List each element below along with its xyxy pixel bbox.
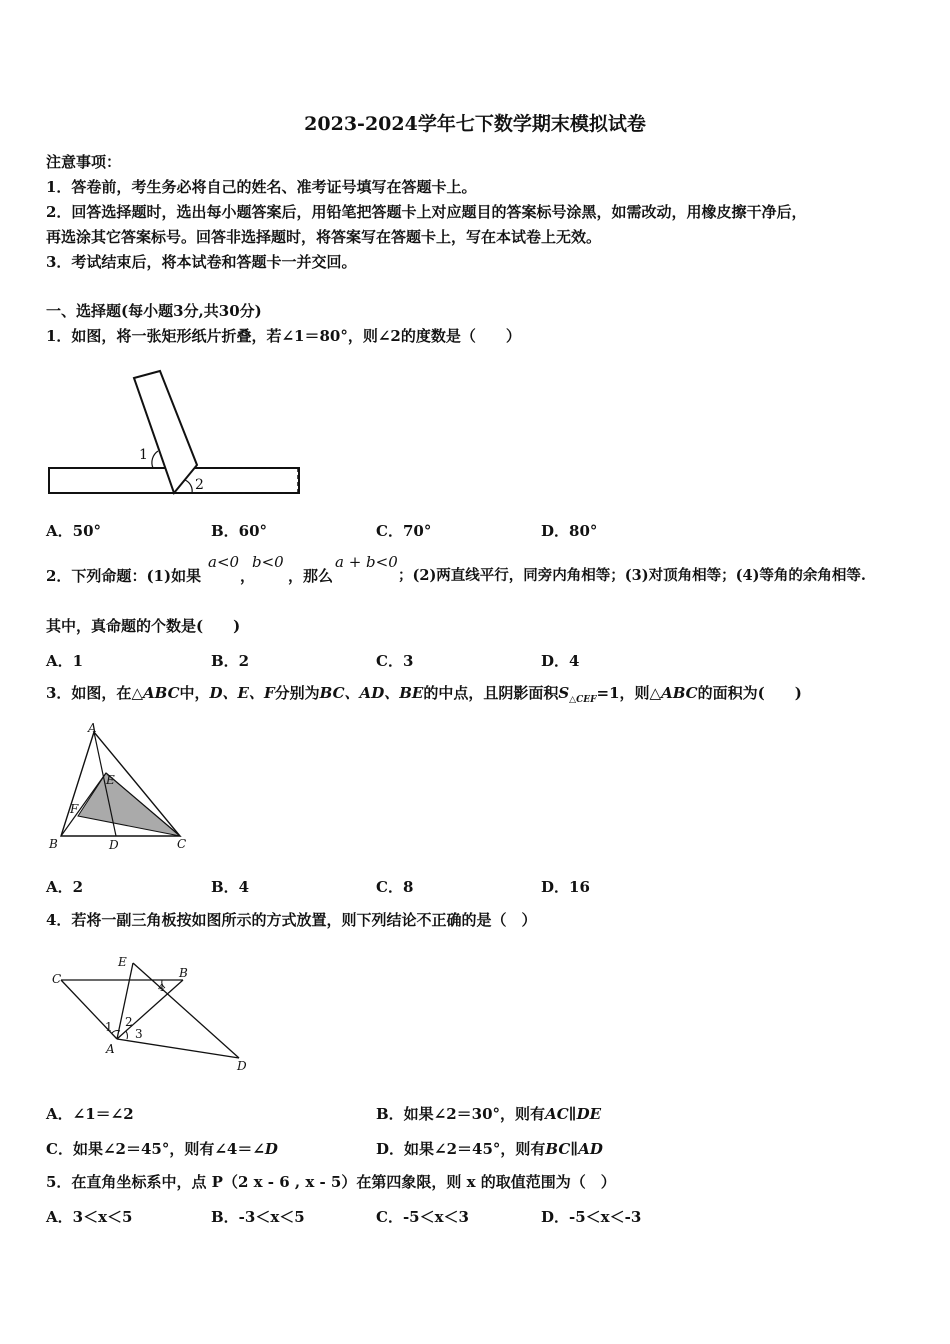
q3-stem: [46, 683, 802, 710]
q4-point-d: D: [237, 1059, 247, 1073]
q4-point-a: A: [106, 1042, 115, 1056]
q3-stem-c: 分别为: [274, 684, 320, 702]
q1-angle-2-label: 2: [195, 477, 204, 493]
q1-angle-1-label: 1: [139, 447, 148, 463]
q5-option-c[interactable]: C．-5＜x＜3: [376, 1208, 469, 1226]
notice-item-2b: 再选涂其它答案标号。回答非选择题时，将答案写在答题卡上，写在本试卷上无效。: [46, 228, 602, 246]
q4-point-b: B: [179, 966, 188, 980]
q4-point-e: E: [118, 955, 127, 969]
notice-item-3: 3．考试结束后，将本试卷和答题卡一并交回。: [46, 253, 357, 271]
q4-option-d[interactable]: [376, 1138, 603, 1159]
q3-sub: △CEF: [569, 695, 597, 705]
q3-point-b: B: [49, 837, 58, 851]
q3-abc: ABC: [142, 684, 180, 702]
q4-point-c: C: [52, 972, 62, 986]
q5-option-d[interactable]: D．-5＜x＜-3: [541, 1208, 642, 1226]
q4-angle-3: 3: [135, 1027, 143, 1041]
q2-math-2: b<0: [252, 553, 284, 571]
q4-angle-2: 2: [125, 1015, 133, 1029]
q4-angle-4: 4: [158, 983, 165, 994]
q4-figure: [44, 948, 264, 1078]
q3-point-a: A: [88, 721, 97, 735]
q4-option-c[interactable]: [46, 1138, 278, 1159]
q3-option-c[interactable]: C．8: [376, 878, 414, 896]
q3-stem-a: 3．如图，在△: [46, 684, 143, 702]
q1-figure: [40, 365, 310, 505]
q4-angle-1: 1: [105, 1020, 113, 1034]
q1-stem: 1．如图，将一张矩形纸片折叠，若∠1＝80°，则∠2的度数是（ ）: [46, 327, 521, 345]
q1-option-a[interactable]: A．50°: [46, 522, 102, 540]
q1-option-c[interactable]: C．70°: [376, 522, 432, 540]
q1-option-d[interactable]: D．80°: [541, 522, 598, 540]
q2-math-1: a<0: [208, 553, 240, 571]
q2-stem-2: 其中，真命题的个数是( ): [46, 617, 241, 635]
q2-option-d[interactable]: D．4: [541, 652, 580, 670]
q4-option-a[interactable]: A．∠1＝∠2: [46, 1105, 134, 1123]
q3-stem-e: =1，则△: [596, 684, 662, 702]
q3-figure: [44, 722, 204, 857]
q3-segs: BC、AD、BE: [319, 684, 424, 702]
q4-option-d-text: D．如果∠2＝45°，则有: [376, 1140, 546, 1158]
q3-stem-f: 的面积为( ): [697, 684, 802, 702]
q2-sep: ，: [240, 567, 256, 585]
q3-point-c: C: [177, 837, 187, 851]
q5-option-b[interactable]: B．-3＜x＜5: [211, 1208, 305, 1226]
notice-heading: 注意事项：: [46, 153, 122, 171]
q4-option-b-math: AC∥DE: [545, 1105, 602, 1123]
q5-option-a[interactable]: A．3＜x＜5: [46, 1208, 133, 1226]
q3-option-d[interactable]: D．16: [541, 878, 590, 896]
q3-abc-2: ABC: [661, 684, 698, 702]
notice-item-1: 1．答卷前，考生务必将自己的姓名、准考证号填写在答题卡上。: [46, 178, 477, 196]
q4-option-c-text: C．如果∠2＝45°，则有∠4＝∠: [46, 1140, 265, 1158]
q2-option-a[interactable]: A．1: [46, 652, 84, 670]
q3-option-b[interactable]: B．4: [211, 878, 250, 896]
q3-point-e: E: [106, 773, 115, 787]
q3-point-f: F: [70, 802, 79, 816]
q3-stem-b: 中，: [179, 684, 210, 702]
q1-option-b[interactable]: B．60°: [211, 522, 268, 540]
q4-option-c-math: D: [264, 1140, 278, 1158]
q4-option-b-text: B．如果∠2＝30°，则有: [376, 1105, 546, 1123]
q3-stem-d: 的中点，且阴影面积: [423, 684, 559, 702]
q2-math-3: a + b<0: [335, 553, 398, 571]
q2-stem-b: ，那么: [288, 567, 334, 585]
q3-def: D、E、F: [209, 684, 275, 702]
q3-s: S: [558, 684, 570, 702]
q4-option-b[interactable]: [376, 1103, 601, 1124]
section-heading: 一、选择题(每小题3分,共30分): [46, 302, 262, 320]
page-title: 2023-2024学年七下数学期末模拟试卷: [304, 113, 646, 135]
q2-stem-a: 2．下列命题：(1)如果: [46, 567, 202, 585]
notice-item-2a: 2．回答选择题时，选出每小题答案后，用铅笔把答题卡上对应题目的答案标号涂黑，如需改动，用橡皮擦干净后，: [46, 203, 807, 221]
q4-stem: 4．若将一副三角板按如图所示的方式放置，则下列结论不正确的是（ ）: [46, 911, 537, 929]
q5-stem: 5．在直角坐标系中，点 P（2 x - 6 , x - 5）在第四象限，则 x 的取值范围为（ ）: [46, 1173, 616, 1191]
q3-point-d: D: [109, 838, 119, 852]
q2-option-b[interactable]: B．2: [211, 652, 250, 670]
q2-stem-c: ；(2)两直线平行，同旁内角相等；(3)对顶角相等；(4)等角的余角相等.: [398, 567, 866, 584]
q3-option-a[interactable]: A．2: [46, 878, 84, 896]
q2-option-c[interactable]: C．3: [376, 652, 414, 670]
q4-option-d-math: BC∥AD: [545, 1140, 603, 1158]
